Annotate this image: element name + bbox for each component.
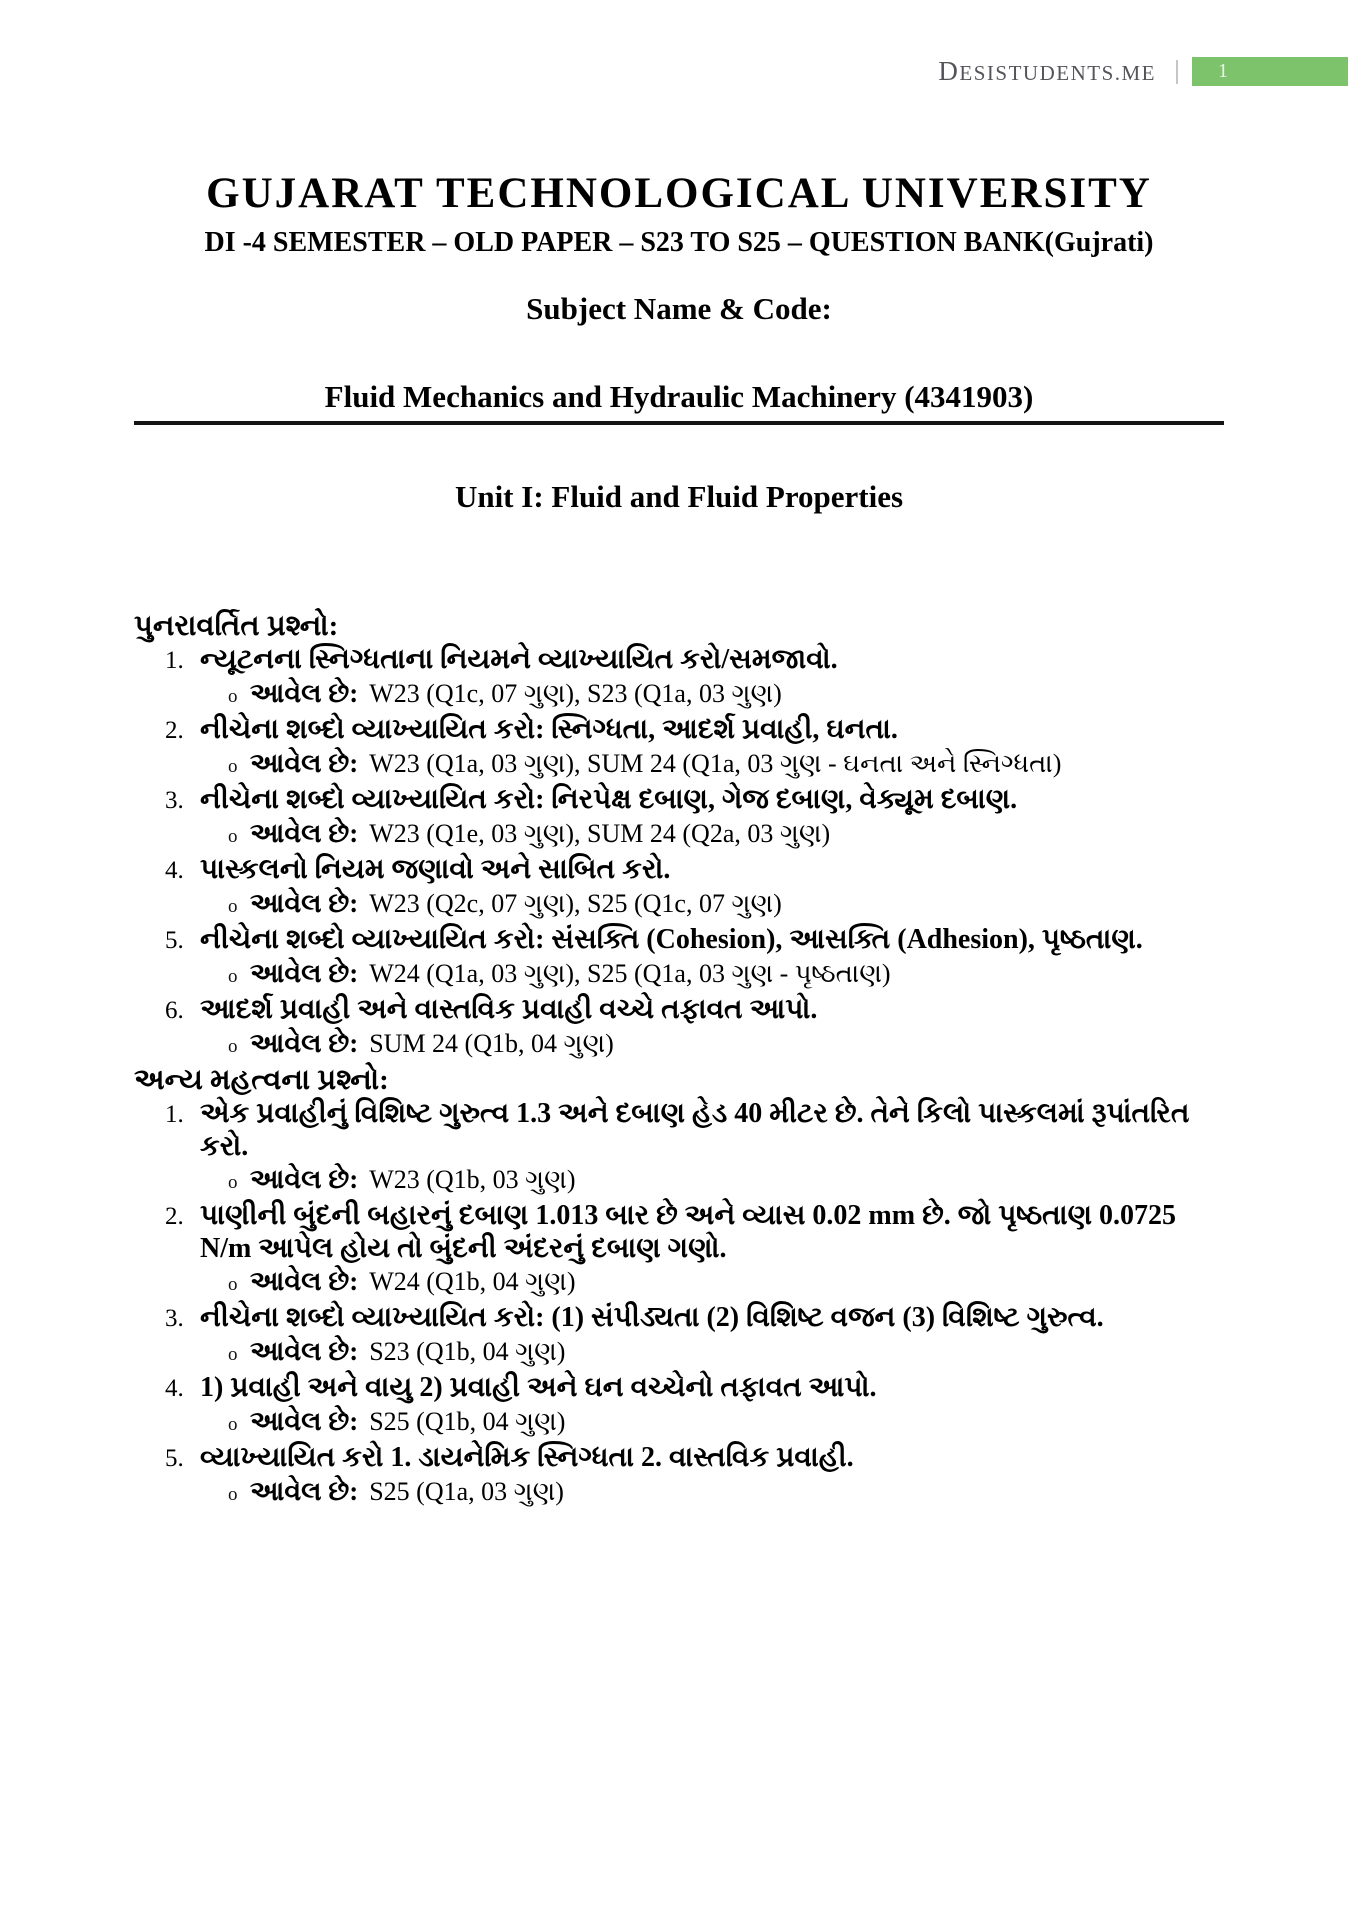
question-item [134, 1097, 1224, 1199]
item-number: 4. [165, 1375, 184, 1403]
question-item [134, 1371, 1224, 1441]
question-line [134, 1199, 1224, 1265]
availability-text: S23 (Q1b, 04 ગુણ) [369, 1337, 566, 1367]
availability-line [134, 747, 1224, 783]
availability-text: W23 (Q1c, 07 ગુણ), S23 (Q1a, 03 ગુણ) [369, 679, 782, 709]
question-text: વ્યાખ્યાયિત કરો 1. ડાયનેમિક સ્નિગ્ધતા 2. વાસ્તવિક પ્રવાહી. [200, 1442, 854, 1474]
page-number: 1 [1218, 60, 1228, 82]
item-number: 5. [165, 1445, 184, 1473]
item-number: 3. [165, 1305, 184, 1333]
question-text: એક પ્રવાહીનું વિશિષ્ટ ગુરુત્વ 1.3 અને દબાણ હેડ 40 મીટર છે. તેને કિલો પાસ્કલમાં રૂપાંતરિત કરો. [200, 1098, 1190, 1163]
paper-subtitle: DI -4 SEMESTER – OLD PAPER – S23 TO S25 – QUESTION BANK(Gujrati) [204, 227, 1154, 259]
subject-label: Subject Name & Code: [526, 291, 832, 327]
header-divider [1176, 60, 1178, 84]
question-text: નીચેના શબ્દો વ્યાખ્યાયિત કરો: સ્નિગ્ધતા, આદર્શ પ્રવાહી, ઘનતા. [200, 714, 898, 746]
circle-bullet-icon: o [228, 1274, 238, 1296]
question-line [134, 643, 1224, 677]
unit-title: Unit I: Fluid and Fluid Properties [454, 479, 904, 515]
question-item [134, 1199, 1224, 1301]
availability-label: આવેલ છે: [250, 678, 359, 709]
question-text: પાણીની બુંદની બહારનું દબાણ 1.013 બાર છે અને વ્યાસ 0.02 mm છે. જો પૃષ્ઠતાણ 0.0725 N/m આપેલ હોય તો બુંદની અંદરનું દબાણ ગણો. [200, 1200, 1177, 1265]
availability-label: આવેલ છે: [250, 1406, 359, 1437]
availability-line [134, 887, 1224, 923]
question-item [134, 993, 1224, 1063]
question-item [134, 853, 1224, 923]
question-item [134, 1441, 1224, 1511]
availability-line [134, 1405, 1224, 1441]
section-items [134, 1097, 1224, 1511]
question-line [134, 783, 1224, 817]
item-number: 1. [165, 1101, 184, 1129]
circle-bullet-icon: o [228, 966, 238, 988]
page-number-badge [1192, 57, 1348, 86]
availability-text: SUM 24 (Q1b, 04 ગુણ) [369, 1029, 614, 1059]
question-line [134, 1441, 1224, 1475]
availability-text: W23 (Q1a, 03 ગુણ), SUM 24 (Q1a, 03 ગુણ - ઘનતા અને સ્નિગ્ધતા) [369, 749, 1062, 779]
circle-bullet-icon: o [228, 1344, 238, 1366]
item-number: 2. [165, 717, 184, 745]
section-items [134, 643, 1224, 1063]
availability-line [134, 1335, 1224, 1371]
section-heading: અન્ય મહત્વના પ્રશ્નો: [134, 1064, 389, 1097]
question-item [134, 643, 1224, 713]
question-line [134, 713, 1224, 747]
question-line [134, 853, 1224, 887]
availability-text: S25 (Q1a, 03 ગુણ) [369, 1477, 564, 1507]
site-header [0, 56, 1358, 87]
availability-text: W24 (Q1a, 03 ગુણ), S25 (Q1a, 03 ગુણ - પૃષ્ઠતાણ) [369, 959, 891, 989]
availability-text: W24 (Q1b, 04 ગુણ) [369, 1267, 576, 1297]
availability-text: W23 (Q1e, 03 ગુણ), SUM 24 (Q2a, 03 ગુણ) [369, 819, 831, 849]
question-sections [134, 609, 1224, 1511]
availability-label: આવેલ છે: [250, 1476, 359, 1507]
availability-label: આવેલ છે: [250, 818, 359, 849]
circle-bullet-icon: o [228, 896, 238, 918]
question-item [134, 1301, 1224, 1371]
university-title: GUJARAT TECHNOLOGICAL UNIVERSITY [206, 170, 1152, 217]
availability-label: આવેલ છે: [250, 1266, 359, 1297]
question-line [134, 1097, 1224, 1163]
availability-line [134, 1265, 1224, 1301]
subject-underline [134, 421, 1224, 425]
question-line [134, 1301, 1224, 1335]
question-line [134, 923, 1224, 957]
item-number: 6. [165, 997, 184, 1025]
availability-text: W23 (Q1b, 03 ગુણ) [369, 1165, 576, 1195]
circle-bullet-icon: o [228, 686, 238, 708]
availability-line [134, 817, 1224, 853]
availability-text: W23 (Q2c, 07 ગુણ), S25 (Q1c, 07 ગુણ) [369, 889, 782, 919]
question-text: નીચેના શબ્દો વ્યાખ્યાયિત કરો: સંસક્તિ (Cohesion), આસક્તિ (Adhesion), પૃષ્ઠતાણ. [200, 924, 1143, 956]
question-item [134, 923, 1224, 993]
availability-line [134, 957, 1224, 993]
subject-name: Fluid Mechanics and Hydraulic Machinery (4341903) [324, 379, 1034, 415]
availability-label: આવેલ છે: [250, 1164, 359, 1195]
circle-bullet-icon: o [228, 1036, 238, 1058]
availability-line [134, 1027, 1224, 1063]
item-number: 3. [165, 787, 184, 815]
availability-text: S25 (Q1b, 04 ગુણ) [369, 1407, 566, 1437]
question-line [134, 993, 1224, 1027]
question-line [134, 1371, 1224, 1405]
item-number: 5. [165, 927, 184, 955]
circle-bullet-icon: o [228, 826, 238, 848]
item-number: 1. [165, 647, 184, 675]
availability-line [134, 1475, 1224, 1511]
circle-bullet-icon: o [228, 1414, 238, 1436]
availability-line [134, 1163, 1224, 1199]
site-name: DESISTUDENTS.ME [938, 56, 1156, 86]
question-text: ન્યૂટનના સ્નિગ્ધતાના નિયમને વ્યાખ્યાયિત કરો/સમજાવો. [200, 644, 838, 676]
question-text: નીચેના શબ્દો વ્યાખ્યાયિત કરો: (1) સંપીડ્યતા (2) વિશિષ્ટ વજન (3) વિશિષ્ટ ગુરુત્વ. [200, 1302, 1104, 1334]
circle-bullet-icon: o [228, 756, 238, 778]
question-item [134, 713, 1224, 783]
question-item [134, 783, 1224, 853]
availability-label: આવેલ છે: [250, 888, 359, 919]
question-text: આદર્શ પ્રવાહી અને વાસ્તવિક પ્રવાહી વચ્ચે તફાવત આપો. [200, 994, 818, 1026]
circle-bullet-icon: o [228, 1484, 238, 1506]
availability-label: આવેલ છે: [250, 1336, 359, 1367]
availability-line [134, 677, 1224, 713]
item-number: 4. [165, 857, 184, 885]
question-section [134, 609, 1224, 1063]
question-text: 1) પ્રવાહી અને વાયુ 2) પ્રવાહી અને ઘન વચ્ચેનો તફાવત આપો. [200, 1372, 877, 1404]
availability-label: આવેલ છે: [250, 1028, 359, 1059]
item-number: 2. [165, 1203, 184, 1231]
section-heading: પુનરાવર્તિત પ્રશ્નો: [134, 610, 339, 643]
question-text: નીચેના શબ્દો વ્યાખ્યાયિત કરો: નિરપેક્ષ દબાણ, ગેજ દબાણ, વેક્યૂમ દબાણ. [200, 784, 1018, 816]
circle-bullet-icon: o [228, 1172, 238, 1194]
availability-label: આવેલ છે: [250, 958, 359, 989]
availability-label: આવેલ છે: [250, 748, 359, 779]
question-section [134, 1063, 1224, 1511]
question-text: પાસ્કલનો નિયમ જણાવો અને સાબિત કરો. [200, 854, 671, 886]
